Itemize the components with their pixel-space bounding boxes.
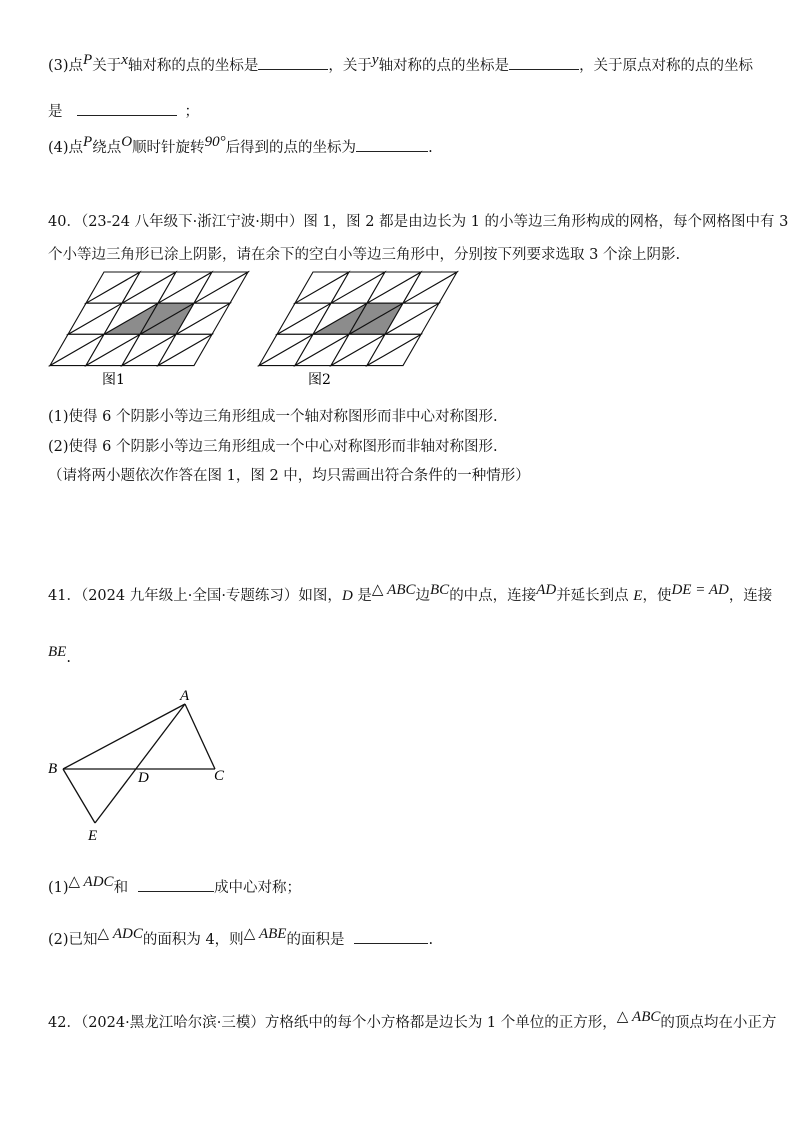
degree-value: 90° bbox=[204, 134, 226, 150]
triangle-adc: △ ADC bbox=[68, 874, 114, 890]
grid-figure-2[interactable] bbox=[259, 272, 457, 366]
area-text: 的面积为 4，则 bbox=[142, 932, 244, 948]
area-text-2: 的面积是 bbox=[286, 932, 345, 948]
answer-blank-y[interactable] bbox=[509, 57, 579, 70]
is-text: 是 bbox=[352, 588, 372, 604]
midpoint-text: 的中点，连接 bbox=[449, 588, 537, 604]
sub2-prefix: (2)已知 bbox=[48, 932, 98, 948]
q41-line1 bbox=[48, 582, 773, 606]
q39-part3-line2 bbox=[48, 102, 199, 122]
make-text: ，使 bbox=[642, 588, 672, 604]
semicolon: ； bbox=[184, 104, 199, 120]
segment-ad: AD bbox=[536, 582, 557, 598]
q40-sub1: (1)使得 6 个阴影小等边三角形组成一个轴对称图形而非中心对称图形. bbox=[48, 409, 498, 425]
period: . bbox=[66, 650, 71, 666]
and-text: 和 bbox=[113, 880, 129, 896]
label-a: A bbox=[180, 688, 190, 704]
label-b: B bbox=[48, 761, 58, 777]
answer-blank-origin[interactable] bbox=[77, 103, 177, 116]
q41-sub2 bbox=[48, 926, 434, 950]
q40-line1: 40．（23-24 八年级下·浙江宁波·期中）图 1，图 2 都是由边长为 1 的小等边三角形构成的网格，每个网格图中有 3 bbox=[48, 214, 789, 230]
rotate-text: 顺时针旋转 bbox=[132, 140, 205, 156]
x-var: x bbox=[121, 52, 128, 68]
sub1-prefix: (1) bbox=[48, 880, 69, 896]
result-text: 后得到的点的坐标为 bbox=[225, 140, 357, 156]
point-p: P bbox=[83, 134, 93, 150]
q39-part4-line bbox=[48, 134, 433, 158]
q42-suffix: 的顶点均在小正方 bbox=[660, 1015, 777, 1031]
y-axis-text: 轴对称的点的坐标是 bbox=[378, 58, 510, 74]
connect-text: ，连接 bbox=[728, 588, 773, 604]
period: . bbox=[428, 932, 434, 948]
segment-bc: BC bbox=[430, 582, 450, 598]
label-e: E bbox=[88, 828, 98, 844]
label-c: C bbox=[214, 768, 225, 784]
point-d: D bbox=[341, 588, 353, 604]
y-var: y bbox=[371, 52, 379, 68]
q39-part3-line bbox=[48, 52, 754, 76]
origin-text: ，关于原点对称的点的坐标 bbox=[579, 58, 754, 74]
point-e: E bbox=[633, 588, 643, 604]
segment-ba bbox=[63, 704, 185, 769]
geometry-figure bbox=[40, 686, 260, 846]
q41-prefix: 41．（2024 九年级上·全国·专题练习）如图， bbox=[48, 588, 342, 604]
point-p: P bbox=[83, 52, 93, 68]
label-d: D bbox=[138, 770, 149, 786]
grid-figure-1[interactable] bbox=[50, 272, 248, 366]
answer-blank-rotate[interactable] bbox=[356, 139, 428, 152]
q40-note: （请将两小题依次作答在图 1，图 2 中，均只需画出符合条件的一种情形） bbox=[48, 468, 530, 484]
q41-line2 bbox=[48, 644, 71, 668]
answer-blank-symmetric[interactable] bbox=[138, 879, 214, 892]
answer-blank-x[interactable] bbox=[258, 57, 328, 70]
part3-prefix: (3)点 bbox=[48, 58, 84, 74]
q40-sub2: (2)使得 6 个阴影小等边三角形组成一个中心对称图形而非轴对称图形. bbox=[48, 439, 498, 455]
is-text: 是 bbox=[48, 104, 63, 120]
point-o: O bbox=[121, 134, 133, 150]
equation-de-ad: DE = AD bbox=[671, 582, 729, 598]
period: . bbox=[428, 140, 433, 156]
part4-prefix: (4)点 bbox=[48, 140, 84, 156]
about-text: 关于 bbox=[92, 58, 122, 74]
triangle-adc: △ ADC bbox=[97, 926, 143, 942]
segment-ac bbox=[185, 704, 215, 769]
segment-ae bbox=[95, 704, 185, 823]
triangle-abe: △ ABE bbox=[243, 926, 287, 942]
q42-text: 42．（2024·黑龙江哈尔滨·三模）方格纸中的每个小方格都是边长为 1 个单位的正方形， bbox=[48, 1015, 617, 1031]
comma-about: ，关于 bbox=[328, 58, 372, 74]
x-axis-text: 轴对称的点的坐标是 bbox=[127, 58, 259, 74]
sub1-suffix: 成中心对称； bbox=[214, 880, 302, 896]
extend-text: 并延长到点 bbox=[556, 588, 634, 604]
q40-line2: 个小等边三角形已涂上阴影，请在余下的空白小等边三角形中，分别按下列要求选取 3 个涂上阴影. bbox=[48, 247, 681, 263]
fig1-label: 图1 bbox=[102, 372, 125, 388]
fig2-label: 图2 bbox=[308, 372, 331, 388]
edge-text: 边 bbox=[415, 588, 431, 604]
around-text: 绕点 bbox=[92, 140, 122, 156]
triangle-abc: △ ABC bbox=[616, 1009, 661, 1025]
triangle-abc: △ ABC bbox=[371, 582, 416, 598]
segment-be: BE bbox=[48, 644, 67, 660]
q42-line1 bbox=[48, 1009, 777, 1033]
segment-be-line bbox=[63, 769, 95, 823]
triangle-grids bbox=[40, 268, 460, 388]
q41-sub1 bbox=[48, 874, 302, 898]
answer-blank-area[interactable] bbox=[354, 931, 428, 944]
